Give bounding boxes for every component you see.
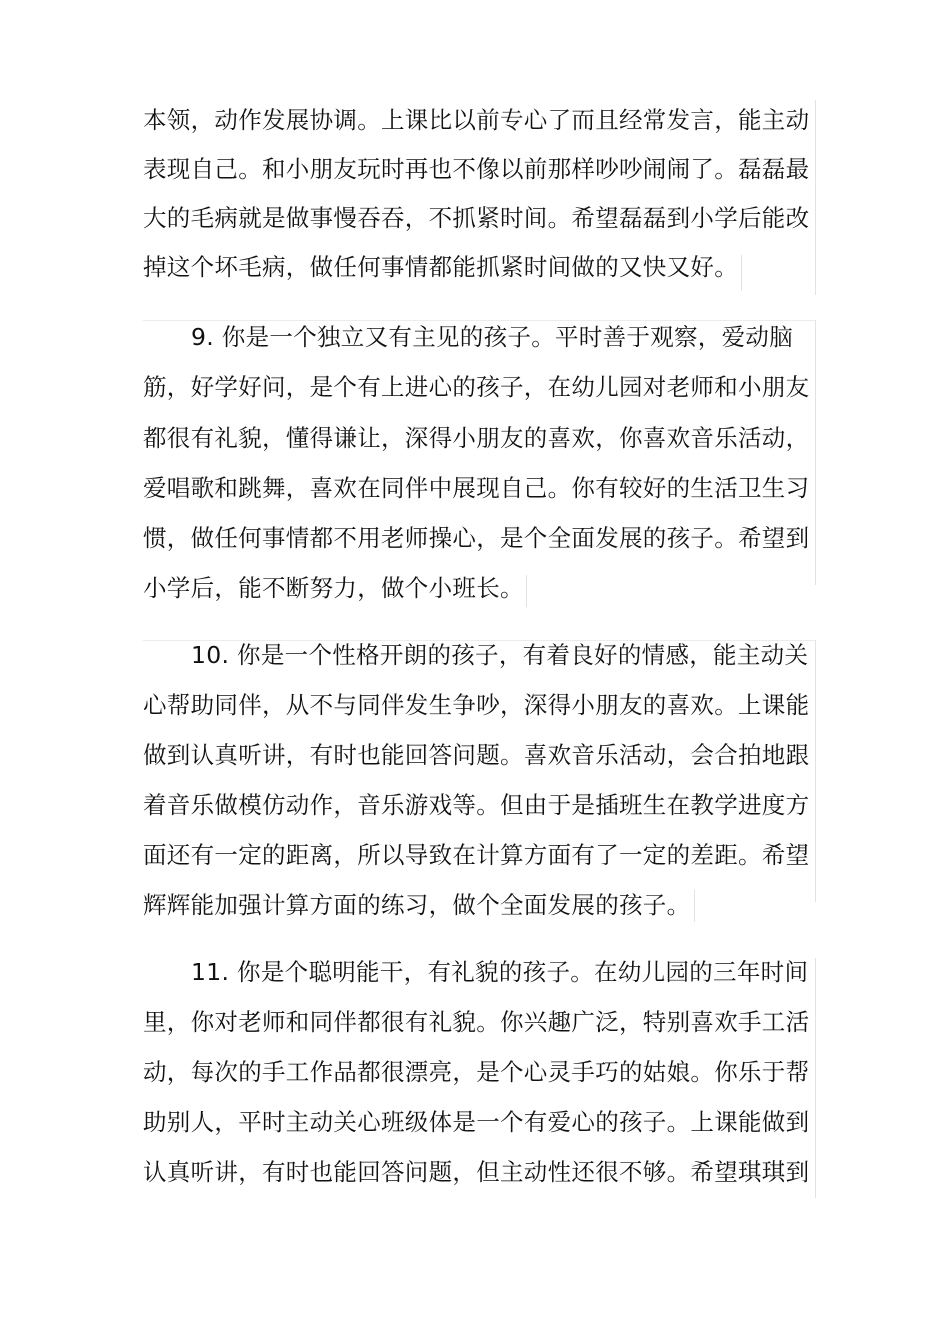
text-line: 爱唱歌和跳舞，喜欢在同伴中展现自己。你有较好的生活卫生习 bbox=[143, 474, 810, 502]
text-line: 动，每次的手工作品都很漂亮，是个心灵手巧的姑娘。你乐于帮 bbox=[143, 1058, 810, 1086]
text-line: 大的毛病就是做事慢吞吞，不抓紧时间。希望磊磊到小学后能改 bbox=[143, 204, 810, 232]
margin-rule bbox=[815, 100, 816, 295]
text-line: 做到认真听讲，有时也能回答问题。喜欢音乐活动，会合拍地跟 bbox=[143, 741, 810, 769]
text-line: 本领，动作发展协调。上课比以前专心了而且经常发言，能主动 bbox=[143, 106, 810, 134]
margin-rule bbox=[741, 255, 742, 291]
margin-rule bbox=[815, 640, 816, 902]
text-line: 10. 你是一个性格开朗的孩子，有着良好的情感，能主动关 bbox=[191, 641, 809, 669]
text-line: 里，你对老师和同伴都很有礼貌。你兴趣广泛，特别喜欢手工活 bbox=[143, 1008, 810, 1036]
paragraph-rule bbox=[143, 320, 815, 321]
text-line: 9. 你是一个独立又有主见的孩子。平时善于观察，爱动脑 bbox=[191, 323, 793, 351]
text-line: 11. 你是个聪明能干，有礼貌的孩子。在幼儿园的三年时间 bbox=[191, 958, 809, 986]
text-line: 面还有一定的距离，所以导致在计算方面有了一定的差距。希望 bbox=[143, 841, 810, 869]
margin-rule bbox=[815, 320, 816, 585]
text-line: 小学后，能不断努力，做个小班长。 bbox=[143, 574, 524, 602]
text-line: 掉这个坏毛病，做任何事情都能抓紧时间做的又快又好。 bbox=[143, 253, 738, 281]
text-line: 惯，做任何事情都不用老师操心，是个全面发展的孩子。希望到 bbox=[143, 524, 810, 552]
text-line: 表现自己。和小朋友玩时再也不像以前那样吵吵闹闹了。磊磊最 bbox=[143, 155, 810, 183]
text-line: 着音乐做模仿动作，音乐游戏等。但由于是插班生在教学进度方 bbox=[143, 791, 810, 819]
text-line: 心帮助同伴，从不与同伴发生争吵，深得小朋友的喜欢。上课能 bbox=[143, 691, 810, 719]
paragraph-rule bbox=[143, 640, 815, 641]
text-line: 筋，好学好问，是个有上进心的孩子，在幼儿园对老师和小朋友 bbox=[143, 373, 810, 401]
text-line: 辉辉能加强计算方面的练习，做个全面发展的孩子。 bbox=[143, 891, 691, 919]
margin-rule bbox=[526, 575, 527, 607]
text-line: 都很有礼貌，懂得谦让，深得小朋友的喜欢，你喜欢音乐活动， bbox=[143, 424, 810, 452]
text-line: 助别人，平时主动关心班级体是一个有爱心的孩子。上课能做到 bbox=[143, 1108, 810, 1136]
margin-rule bbox=[694, 890, 695, 922]
text-line: 认真听讲，有时也能回答问题，但主动性还很不够。希望琪琪到 bbox=[143, 1158, 810, 1186]
margin-rule bbox=[815, 958, 816, 1198]
